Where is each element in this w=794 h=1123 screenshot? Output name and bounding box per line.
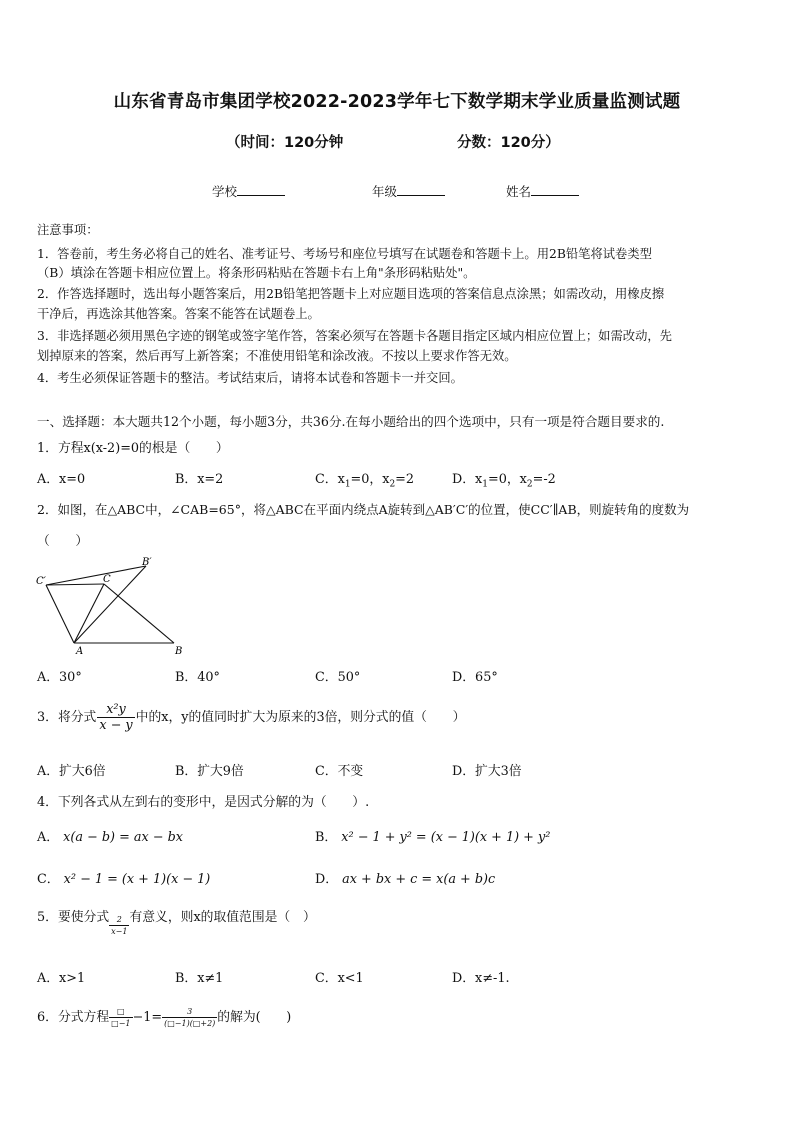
q5-option-b: B．x≠1 [175, 971, 224, 986]
exam-time: （时间：120分钟 [226, 135, 344, 151]
section-heading: 一、选择题：本大题共12个小题，每小题3分，共36分.在每小题给出的四个选项中，只有一项是符合题目要求的. [37, 414, 665, 429]
q3-fraction: $\frac{\text{x²y}}{x - y}$ [99, 702, 133, 733]
note-line: 2．作答选择题时，选出每小题答案后，用2B铅笔把答题卡上对应题目选项的答案信息点涂黑；如需改动，用橡皮擦 [37, 287, 665, 301]
q5-option-a: A．x>1 [37, 971, 86, 986]
note-line: 4．考生必须保证答题卡的整洁。考试结束后，请将本试卷和答题卡一并交回。 [37, 371, 463, 385]
note-line: 3．非选择题必须用黑色字迹的钢笔或签字笔作答，答案必须写在答题卡各题目指定区域内相应位置上；如需改动，先 [37, 329, 672, 343]
q3-option-d: D．扩大3倍 [452, 764, 522, 779]
note-line: 干净后，再选涂其他答案。答案不能答在试题卷上。 [37, 307, 320, 321]
q2-stem-paren: （ ） [37, 534, 89, 549]
notes-heading: 注意事项： [37, 223, 99, 237]
q4-option-c: C． x² − 1 = (x + 1)(x − 1) [37, 872, 211, 887]
label-a: A [76, 646, 84, 657]
school-blank [237, 183, 285, 196]
q2-stem: 2．如图，在△ABC中，∠CAB=65°，将△ABC在平面内绕点A旋转到△AB′C′的位置，使CC′∥AB，则旋转角的度数为 [37, 502, 690, 517]
q6-fraction-1: $\frac{□}{□-1}$ [111, 1007, 131, 1028]
q1-option-c: C．$x_1=0$，$x_2=2$ [315, 472, 415, 490]
q3-option-a: A．扩大6倍 [37, 764, 106, 779]
school-field [212, 182, 285, 200]
q1-stem: 1．方程x(x-2)=0的根是（ ） [37, 441, 229, 456]
label-b-prime: B′ [142, 557, 152, 568]
q5-fraction: $\frac{2}{x-1}$ [111, 915, 128, 936]
label-b: B [175, 646, 183, 657]
note-line: （B）填涂在答题卡相应位置上。将条形码粘贴在答题卡右上角"条形码粘贴处"。 [37, 266, 476, 280]
name-field [506, 182, 579, 200]
q2-option-c: C．50° [315, 670, 361, 685]
q3-option-c: C．不变 [315, 764, 364, 779]
note-line: 划掉原来的答案，然后再写上新答案；不准使用铅笔和涂改液。不按以上要求作答无效。 [37, 349, 517, 363]
q1-option-b: B．x=2 [175, 472, 224, 487]
note-line: 1．答卷前，考生务必将自己的姓名、准考证号、考场号和座位号填写在试题卷和答题卡上。用2B铅笔将试卷类型 [37, 247, 652, 261]
q1-option-a: A．x=0 [37, 472, 86, 487]
name-label: 姓名 [506, 184, 532, 199]
q3-stem: 3．将分式 $\frac{\text{x²y}}{x - y}$ 中的x，y的值同时扩大为原来的3倍，则分式的值（ ） [37, 702, 466, 733]
name-blank [531, 183, 579, 196]
q2-option-d: D．65° [452, 670, 498, 685]
label-c: C [103, 574, 111, 585]
q4-stem: 4．下列各式从左到右的变形中，是因式分解的为（ ）. [37, 795, 370, 810]
q6-stem: 6．分式方程 $\frac{□}{□-1}$ −1= $\frac{3}{(□-1)(□+2)}$ 的解为( ) [37, 1007, 292, 1028]
q5-stem: 5．要使分式 $\frac{2}{x-1}$ 有意义，则x的取值范围是（ ） [37, 910, 316, 936]
q2-figure [34, 555, 189, 657]
grade-field [372, 182, 445, 200]
exam-score: 分数：120分） [457, 135, 560, 151]
q5-option-d: D．x≠-1. [452, 971, 510, 986]
q1-option-d: D．$x_1=0$，$x_2=-2$ [452, 472, 556, 490]
q4-option-a: A． x(a − b) = ax − bx [37, 830, 183, 845]
q2-option-a: A．30° [37, 670, 82, 685]
grade-label: 年级 [372, 184, 398, 199]
label-c-prime: C′ [36, 576, 46, 587]
q6-fraction-2: $\frac{3}{(□-1)(□+2)}$ [164, 1007, 216, 1028]
q4-option-b: B． x² − 1 + y² = (x − 1)(x + 1) + y² [315, 830, 551, 845]
q3-option-b: B．扩大9倍 [175, 764, 244, 779]
q2-option-b: B．40° [175, 670, 220, 685]
grade-blank [397, 183, 445, 196]
school-label: 学校 [212, 184, 238, 199]
q4-option-d: D． ax + bx + c = x(a + b)c [315, 872, 496, 887]
q5-option-c: C．x<1 [315, 971, 364, 986]
page-title: 山东省青岛市集团学校2022-2023学年七下数学期末学业质量监测试题 [113, 92, 681, 112]
